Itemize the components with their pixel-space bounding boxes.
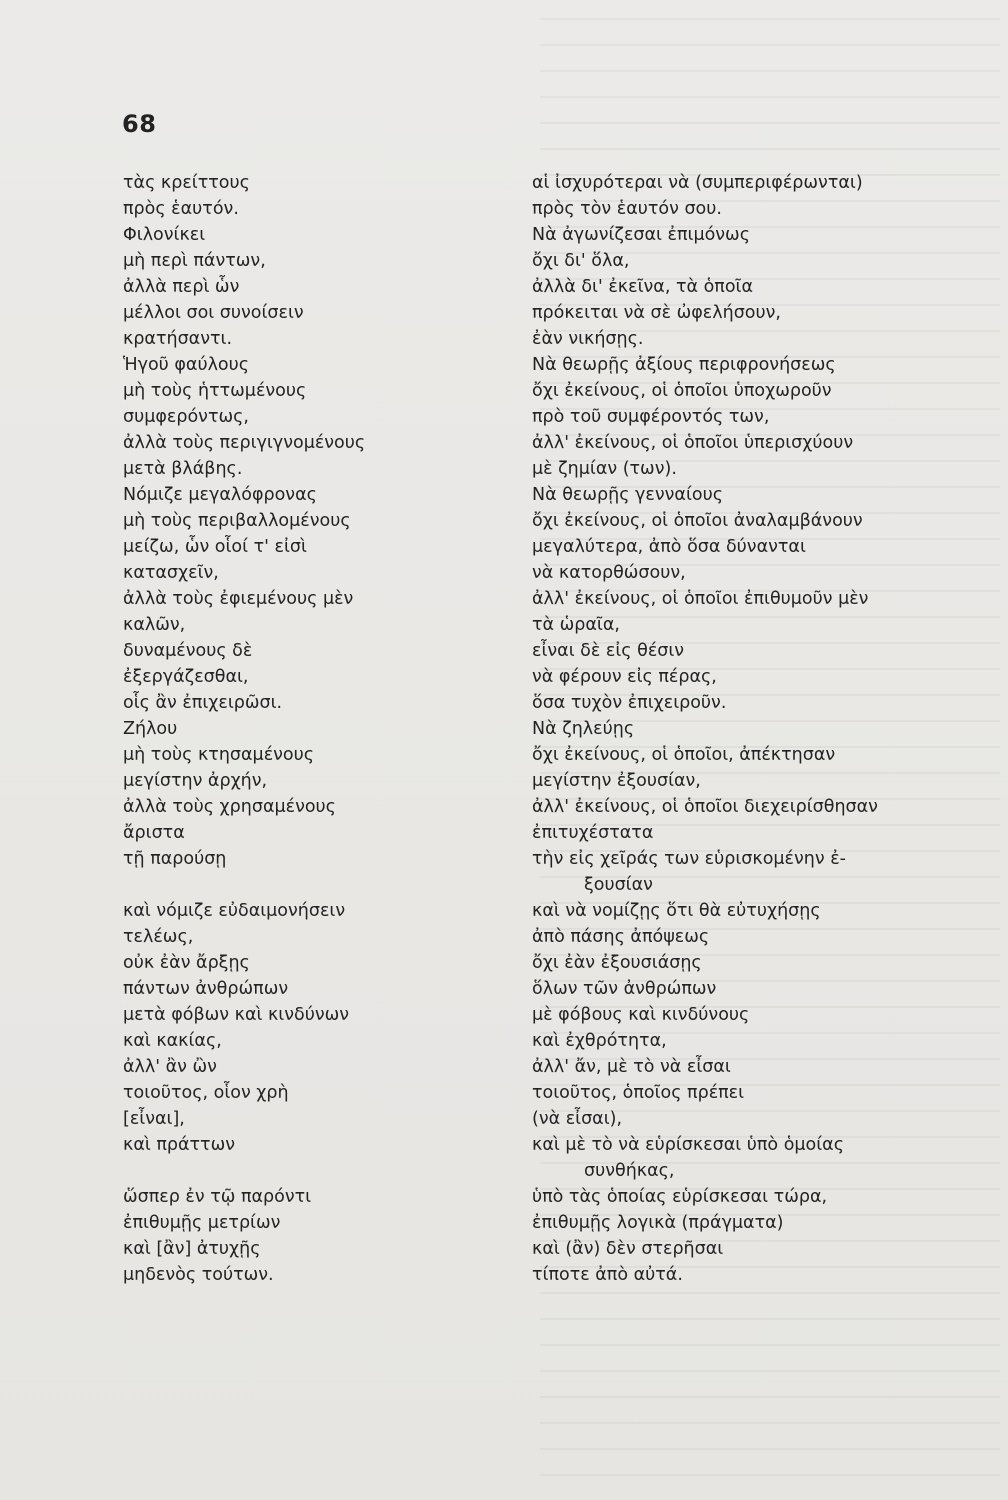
text-line: συμφερόντως, <box>123 407 249 427</box>
text-line: καὶ κακίας, <box>123 1031 222 1051</box>
text-line: ὄχι ἐκείνους, οἱ ὁποῖοι, ἀπέκτησαν <box>532 745 836 765</box>
text-line: πρὸ τοῦ συμφέροντός των, <box>532 407 770 427</box>
text-line: τὴν εἰς χεῖράς των εὑρισκομένην ἐ- <box>532 849 846 869</box>
text-line: ἀλλὰ τοὺς ἐφιεμένους μὲν <box>123 589 354 609</box>
text-line: ἀλλ' ἐκείνους, οἱ ὁποῖοι διεχειρίσθησαν <box>532 797 878 817</box>
text-line: ὄχι ἐκείνους, οἱ ὁποῖοι ὑποχωροῦν <box>532 381 832 401</box>
text-line: μὴ τοὺς κτησαμένους <box>123 745 315 765</box>
text-line: ὄχι ἐκείνους, οἱ ὁποῖοι ἀναλαμβάνουν <box>532 511 863 531</box>
text-line: μὴ τοὺς περιβαλλομένους <box>123 511 351 531</box>
text-line: καλῶν, <box>123 615 186 635</box>
text-line: μεγίστην ἀρχήν, <box>123 771 268 791</box>
text-line: ὥσπερ ἐν τῷ παρόντι <box>123 1187 312 1207</box>
text-line: ἐπιθυμῇς λογικὰ (πράγματα) <box>532 1213 784 1233</box>
text-line: μὴ τοὺς ἡττωμένους <box>123 381 307 401</box>
text-line: (νὰ εἶσαι), <box>532 1109 623 1129</box>
text-line: τῇ παρούσῃ <box>123 849 227 869</box>
text-line: τοιοῦτος, οἷον χρὴ <box>123 1083 289 1103</box>
text-line: καὶ (ἂν) δὲν στερῆσαι <box>532 1239 724 1259</box>
text-line: νὰ κατορθώσουν, <box>532 563 686 583</box>
text-line: ἀλλὰ τοὺς περιγιγνομένους <box>123 433 366 453</box>
text-line: ξουσίαν <box>584 875 653 895</box>
text-line: Νὰ θεωρῇς ἀξίους περιφρονήσεως <box>532 355 836 375</box>
text-line: ἀλλὰ τοὺς χρησαμένους <box>123 797 336 817</box>
text-line: κατασχεῖν, <box>123 563 219 583</box>
text-line: μετὰ φόβων καὶ κινδύνων <box>123 1005 350 1025</box>
text-line: ἄριστα <box>123 823 185 843</box>
text-line: Νὰ ἀγωνίζεσαι ἐπιμόνως <box>532 225 750 245</box>
text-line: μηδενὸς τούτων. <box>123 1265 274 1285</box>
text-line: Φιλονίκει <box>123 225 206 245</box>
text-line: συνθήκας, <box>584 1161 675 1181</box>
text-line: νὰ φέρουν εἰς πέρας, <box>532 667 717 687</box>
text-line: τοιοῦτος, ὁποῖος πρέπει <box>532 1083 745 1103</box>
text-line: καὶ [ἂν] ἀτυχῇς <box>123 1239 261 1259</box>
text-line: Νὰ θεωρῇς γενναίους <box>532 485 723 505</box>
text-line: καὶ πράττων <box>123 1135 236 1155</box>
text-line: ὑπὸ τὰς ὁποίας εὑρίσκεσαι τώρα, <box>532 1187 828 1207</box>
text-line: ἐπιτυχέστατα <box>532 823 654 843</box>
text-line: ἐξεργάζεσθαι, <box>123 667 249 687</box>
text-line: ἀλλ' ἐκείνους, οἱ ὁποῖοι ὑπερισχύουν <box>532 433 854 453</box>
text-line: μείζω, ὧν οἷοί τ' εἰσὶ <box>123 537 307 557</box>
text-line: καὶ νὰ νομίζῃς ὅτι θὰ εὐτυχήσῃς <box>532 901 821 921</box>
text-line: ἀλλὰ δι' ἐκεῖνα, τὰ ὁποῖα <box>532 277 753 297</box>
text-line: καὶ μὲ τὸ νὰ εὑρίσκεσαι ὑπὸ ὁμοίας <box>532 1135 844 1155</box>
text-line <box>123 1158 503 1184</box>
text-line: ἐὰν νικήσῃς. <box>532 329 644 349</box>
text-line: καὶ νόμιζε εὐδαιμονήσειν <box>123 901 346 921</box>
modern-greek-column <box>532 170 952 1288</box>
text-line: μεγαλύτερα, ἀπὸ ὅσα δύνανται <box>532 537 806 557</box>
text-line: Ζήλου <box>123 719 178 739</box>
ancient-greek-column <box>123 170 503 1288</box>
text-line: οὐκ ἐὰν ἄρξῃς <box>123 953 250 973</box>
text-line: ἀπὸ πάσης ἀπόψεως <box>532 927 710 947</box>
text-line: ὅλων τῶν ἀνθρώπων <box>532 979 717 999</box>
text-line: [εἶναι], <box>123 1109 185 1129</box>
text-line: ἀλλ' ἄν, μὲ τὸ νὰ εἶσαι <box>532 1057 731 1077</box>
text-line: οἷς ἂν ἐπιχειρῶσι. <box>123 693 283 713</box>
text-line: μετὰ βλάβης. <box>123 459 243 479</box>
text-line: ἀλλὰ περὶ ὧν <box>123 277 240 297</box>
text-line: αἱ ἰσχυρότεραι νὰ (συμπεριφέρωνται) <box>532 173 863 193</box>
text-line: Νόμιζε μεγαλόφρονας <box>123 485 317 505</box>
text-line: πρὸς τὸν ἑαυτόν σου. <box>532 199 722 219</box>
text-line: τίποτε ἀπὸ αὐτά. <box>532 1265 683 1285</box>
text-line: ἀλλ' ἂν ὢν <box>123 1057 217 1077</box>
text-line: μὴ περὶ πάντων, <box>123 251 266 271</box>
text-line: πρὸς ἑαυτόν. <box>123 199 239 219</box>
text-line: ὅσα τυχὸν ἐπιχειροῦν. <box>532 693 727 713</box>
text-line: ἀλλ' ἐκείνους, οἱ ὁποῖοι ἐπιθυμοῦν μὲν <box>532 589 869 609</box>
page-number: 68 <box>122 110 157 138</box>
text-line: μὲ ζημίαν (των). <box>532 459 677 479</box>
text-line: τὰ ὡραῖα, <box>532 615 620 635</box>
text-line: Ἡγοῦ φαύλους <box>123 355 250 375</box>
text-line: εἶναι δὲ εἰς θέσιν <box>532 641 685 661</box>
text-line: κρατήσαντι. <box>123 329 233 349</box>
text-line: δυναμένους δὲ <box>123 641 253 661</box>
text-line: Νὰ ζηλεύῃς <box>532 719 635 739</box>
text-line: ἐπιθυμῇς μετρίων <box>123 1213 281 1233</box>
text-line: τὰς κρείττους <box>123 173 250 193</box>
text-line: μεγίστην ἐξουσίαν, <box>532 771 701 791</box>
text-line <box>123 872 503 898</box>
text-line: μὲ φόβους καὶ κινδύνους <box>532 1005 750 1025</box>
text-line: ὄχι ἐὰν ἐξουσιάσῃς <box>532 953 702 973</box>
text-line: ὄχι δι' ὅλα, <box>532 251 630 271</box>
text-line: μέλλοι σοι συνοίσειν <box>123 303 304 323</box>
text-line: πάντων ἀνθρώπων <box>123 979 289 999</box>
text-line: τελέως, <box>123 927 194 947</box>
text-line: καὶ ἐχθρότητα, <box>532 1031 667 1051</box>
text-line: πρόκειται νὰ σὲ ὠφελήσουν, <box>532 303 781 323</box>
